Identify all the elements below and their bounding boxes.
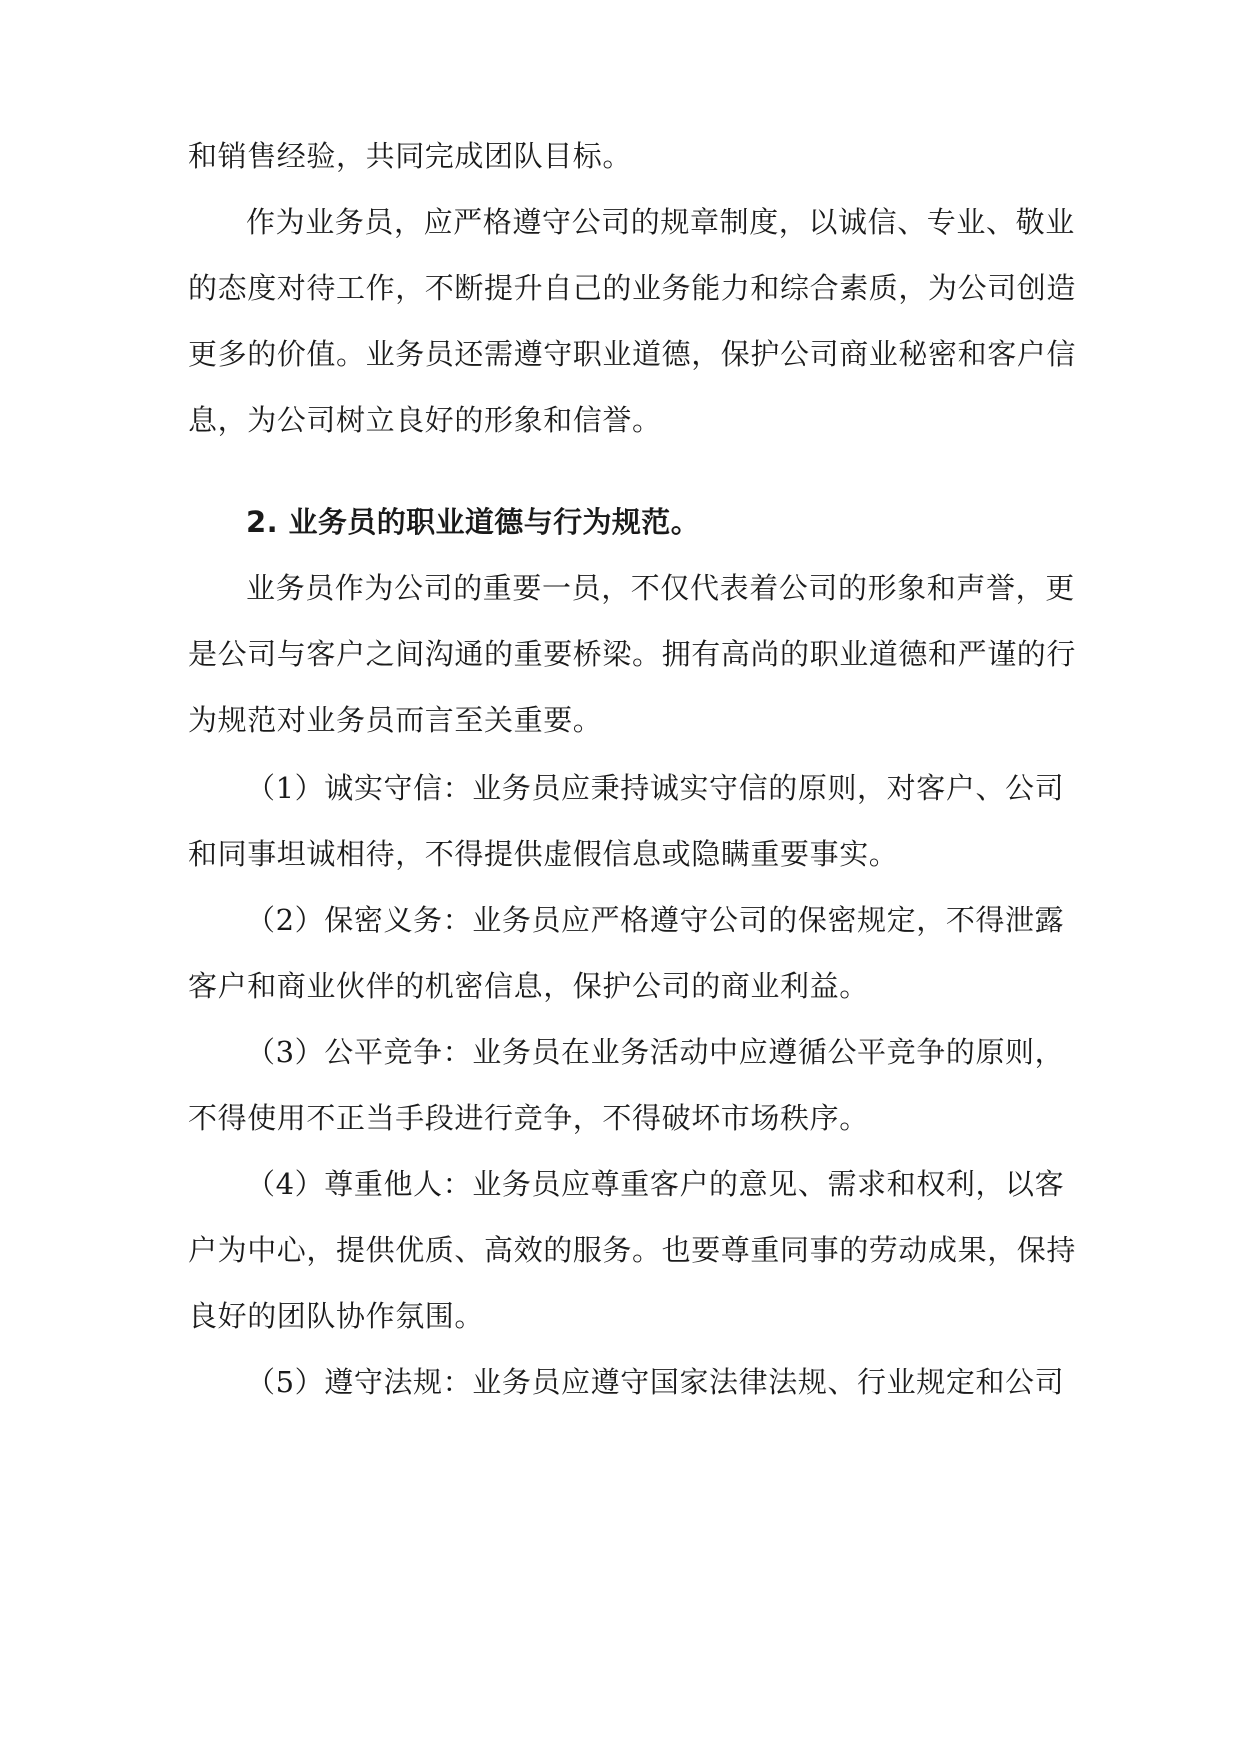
text-line: 息，为公司树立良好的形象和信誉。 [188,403,662,437]
text-line: 业务员作为公司的重要一员，不仅代表着公司的形象和声誉，更 [246,571,1075,605]
text-line: 不得使用不正当手段进行竞争，不得破坏市场秩序。 [188,1101,869,1135]
text-line: 户为中心，提供优质、高效的服务。也要尊重同事的劳动成果，保持 [188,1233,1077,1267]
text-line: 良好的团队协作氛围。 [188,1299,485,1333]
text-line: 为规范对业务员而言至关重要。 [188,703,603,737]
text-line: 客户和商业伙伴的机密信息，保护公司的商业利益。 [188,969,869,1003]
text-line: 更多的价值。业务员还需遵守职业道德，保护公司商业秘密和客户信 [188,337,1077,371]
text-line: （2）保密义务：业务员应严格遵守公司的保密规定，不得泄露 [246,903,1065,937]
text-line: 是公司与客户之间沟通的重要桥梁。拥有高尚的职业道德和严谨的行 [188,637,1077,671]
text-line: 和销售经验，共同完成团队目标。 [188,139,633,173]
text-line: 作为业务员，应严格遵守公司的规章制度，以诚信、专业、敬业 [246,205,1075,239]
text-line: （1）诚实守信：业务员应秉持诚实守信的原则，对客户、公司 [246,771,1065,805]
text-line: 的态度对待工作，不断提升自己的业务能力和综合素质，为公司创造 [188,271,1077,305]
text-line: （4）尊重他人：业务员应尊重客户的意见、需求和权利，以客 [246,1167,1065,1201]
section-heading: 2. 业务员的职业道德与行为规范。 [246,505,701,539]
text-line: （5）遵守法规：业务员应遵守国家法律法规、行业规定和公司 [246,1365,1065,1399]
text-line: 和同事坦诚相待，不得提供虚假信息或隐瞒重要事实。 [188,837,899,871]
text-line: （3）公平竞争：业务员在业务活动中应遵循公平竞争的原则， [246,1035,1065,1069]
